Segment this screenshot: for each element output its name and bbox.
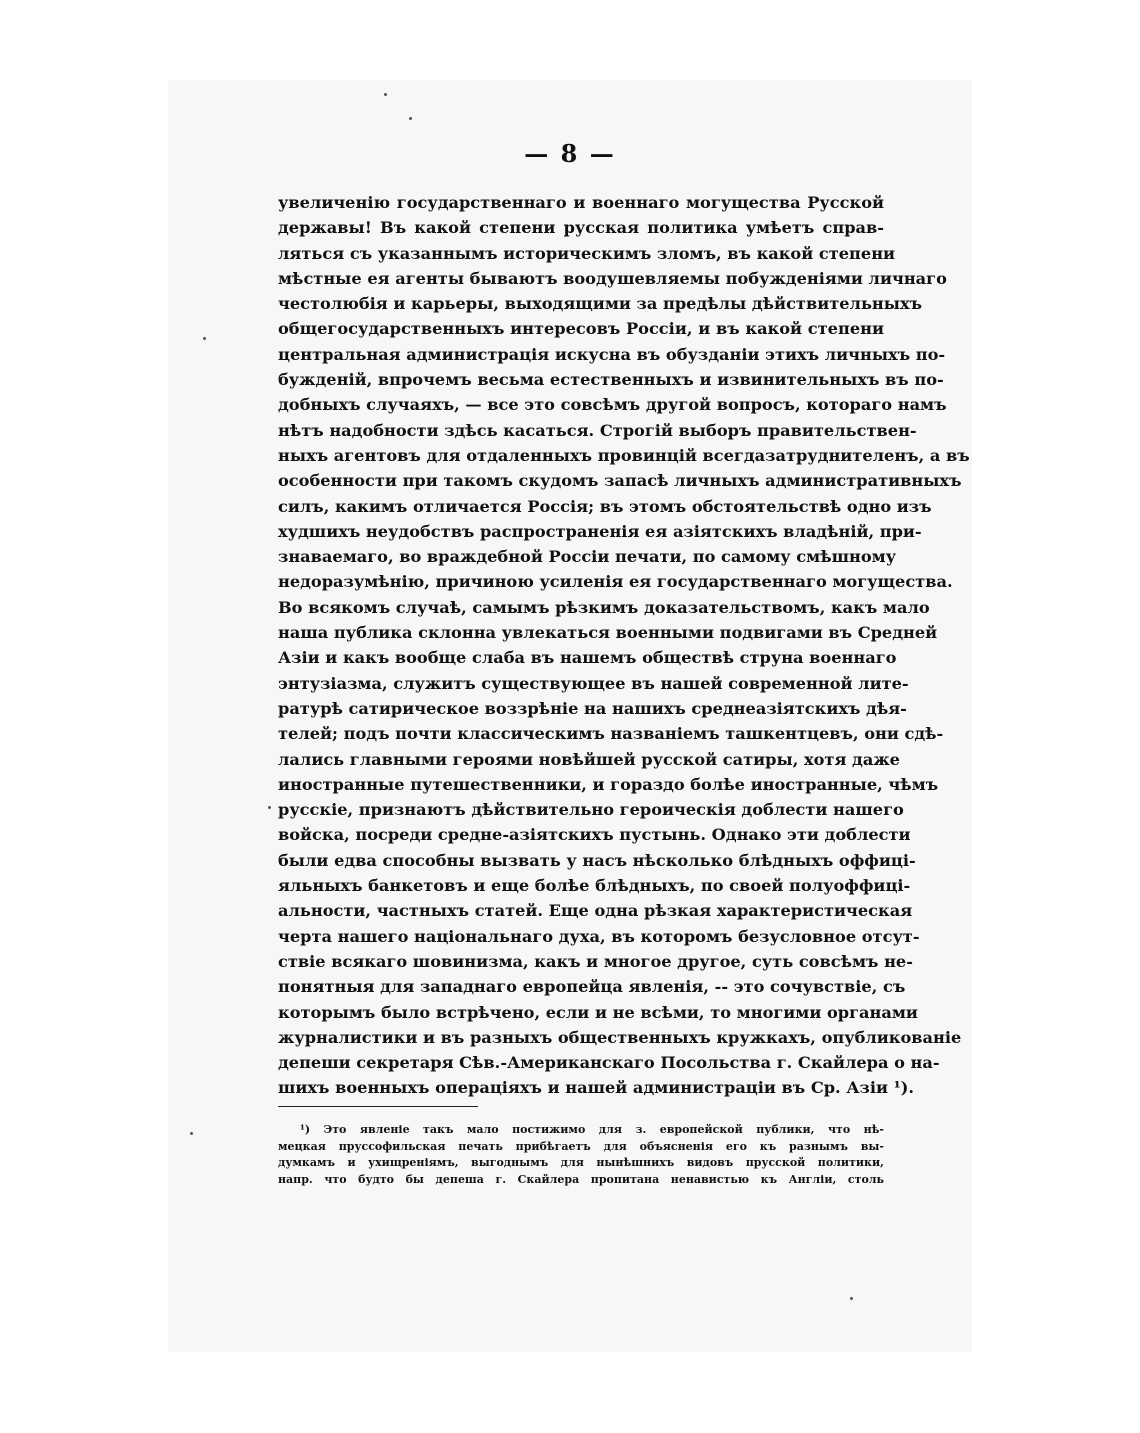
text-line: центральная администрація искусна въ обузданіи этихъ личныхъ по- <box>278 344 946 364</box>
text-line: ствіе всякаго шовинизма, какъ и многое другое, суть совсѣмъ не- <box>278 951 913 971</box>
scan-speck <box>384 93 387 96</box>
text-line: мѣстные ея агенты бываютъ воодушевляемы побужденіями личнаго <box>278 268 947 288</box>
text-line: были едва способны вызвать у насъ нѣсколько блѣдныхъ оффиці- <box>278 850 916 870</box>
text-line: которымъ было встрѣчено, если и не всѣми, то многими органами <box>278 1002 918 1022</box>
text-line: наша публика склонна увлекаться военными подвигами въ Средней <box>278 623 938 643</box>
footnote <box>278 1122 884 1188</box>
text-line: особенности при такомъ скудомъ запасѣ личныхъ административныхъ <box>278 471 962 491</box>
body-text <box>278 190 970 1101</box>
text-line: знаваемаго, во враждебной Россіи печати, по самому смѣшному <box>278 547 897 567</box>
footnote-line: мецкая пруссофильская печать прибѣгаетъ для объясненія его къ разнымъ вы- <box>278 1139 884 1153</box>
text-line: понятныя для западнаго европейца явленія, -- это сочувствіе, съ <box>278 977 906 997</box>
text-line: альности, частныхъ статей. Еще одна рѣзкая характеристическая <box>278 901 913 921</box>
scan-speck <box>409 117 412 120</box>
scan-speck <box>190 1132 193 1135</box>
text-line: честолюбія и карьеры, выходящими за предѣлы дѣйствительныхъ <box>278 294 923 314</box>
text-line: ныхъ агентовъ для отдаленныхъ провинцій всегдазатруднителенъ, а въ <box>278 445 970 465</box>
text-line: худшихъ неудобствъ распространенія ея азіятскихъ владѣній, при- <box>278 521 922 541</box>
text-line: депеши секретаря Сѣв.-Американскаго Посольства г. Скайлера о на- <box>278 1053 940 1073</box>
text-line: шихъ военныхъ операціяхъ и нашей администраціи въ Ср. Азіи ¹). <box>278 1078 915 1098</box>
scan-speck <box>850 1297 853 1300</box>
text-line: русскіе, признаютъ дѣйствительно героическія доблести нашего <box>278 800 904 820</box>
text-line: недоразумѣнію, причиною усиленія ея государственнаго могущества. <box>278 572 953 592</box>
text-line: нѣтъ надобности здѣсь касаться. Строгій выборъ правительствен- <box>278 420 917 440</box>
footnote-line: ¹) Это явленіе такъ мало постижимо для з. европейской публики, что нѣ- <box>300 1123 884 1136</box>
text-line: яльныхъ банкетовъ и еще болѣе блѣдныхъ, по своей полуоффиці- <box>278 876 911 896</box>
scan-speck <box>203 337 206 340</box>
text-line: журналистики и въ разныхъ общественныхъ кружкахъ, опубликованіе <box>278 1027 962 1047</box>
text-line: общегосударственныхъ интересовъ Россіи, и въ какой степени <box>278 319 884 339</box>
scan-speck <box>268 806 271 809</box>
text-line: энтузіазма, служитъ существующее въ нашей современной лите- <box>278 673 909 693</box>
text-line: лались главными героями новѣйшей русской сатиры, хотя даже <box>278 749 900 769</box>
text-line: Во всякомъ случаѣ, самымъ рѣзкимъ доказательствомъ, какъ мало <box>278 597 930 617</box>
page-number: — 8 — <box>524 139 616 168</box>
text-line: бужденій, впрочемъ весьма естественныхъ и извинительныхъ въ по- <box>278 370 944 390</box>
text-line: ратурѣ сатирическое воззрѣніе на нашихъ среднеазіятскихъ дѣя- <box>278 698 907 718</box>
text-line: увеличенію государственнаго и военнаго могущества Русской <box>278 193 884 212</box>
text-line: державы! Въ какой степени русская политика умѣетъ справ- <box>278 218 884 238</box>
text-line: телей; подъ почти классическимъ названіемъ ташкентцевъ, они сдѣ- <box>278 724 944 744</box>
footnote-line: думкамъ и ухищреніямъ, выгоднымъ для нынѣшнихъ видовъ прусской политики, <box>278 1156 884 1169</box>
text-line: силъ, какимъ отличается Россія; въ этомъ обстоятельствѣ одно изъ <box>278 496 932 516</box>
text-line: черта нашего національнаго духа, въ которомъ безусловное отсут- <box>278 926 920 946</box>
text-line: войска, посреди средне-азіятскихъ пустынь. Однако эти доблести <box>278 825 911 845</box>
footnote-divider <box>278 1106 478 1107</box>
text-line: добныхъ случаяхъ, — все это совсѣмъ другой вопросъ, котораго намъ <box>278 395 947 415</box>
footnote-line: напр. что будто бы депеша г. Скайлера пропитана ненавистью къ Англіи, столь <box>278 1172 884 1186</box>
text-line: Азіи и какъ вообще слаба въ нашемъ обществѣ струна военнаго <box>278 648 897 668</box>
text-line: ляться съ указаннымъ историческимъ зломъ, въ какой степени <box>278 243 896 263</box>
text-line: иностранные путешественники, и гораздо болѣе иностранные, чѣмъ <box>278 774 939 794</box>
